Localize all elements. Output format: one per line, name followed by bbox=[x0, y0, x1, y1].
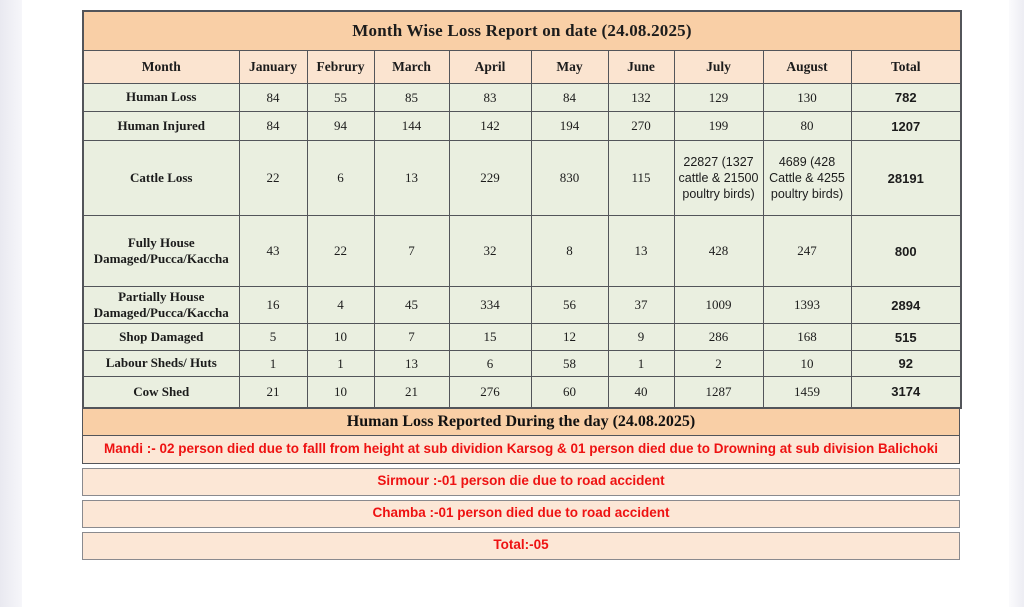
value-cell: 80 bbox=[763, 112, 851, 141]
daily-note: Chamba :-01 person died due to road accident bbox=[82, 500, 960, 528]
value-cell: 60 bbox=[531, 377, 608, 408]
column-header-februry: Februry bbox=[307, 51, 374, 84]
value-cell: 194 bbox=[531, 112, 608, 141]
value-cell: 22 bbox=[307, 216, 374, 287]
right-edge-strip bbox=[1009, 0, 1024, 607]
value-cell: 22827 (1327 cattle & 21500 poultry birds) bbox=[674, 141, 763, 216]
value-cell: 10 bbox=[763, 351, 851, 377]
value-cell: 1 bbox=[239, 351, 307, 377]
total-cell: 800 bbox=[851, 216, 961, 287]
value-cell: 16 bbox=[239, 287, 307, 324]
table-title-row bbox=[83, 11, 961, 51]
value-cell: 94 bbox=[307, 112, 374, 141]
value-cell: 12 bbox=[531, 324, 608, 351]
value-cell: 32 bbox=[449, 216, 531, 287]
value-cell: 1 bbox=[608, 351, 674, 377]
row-label: Human Injured bbox=[83, 112, 239, 141]
value-cell: 22 bbox=[239, 141, 307, 216]
value-cell: 115 bbox=[608, 141, 674, 216]
total-cell: 92 bbox=[851, 351, 961, 377]
column-header-month: Month bbox=[83, 51, 239, 84]
value-cell: 830 bbox=[531, 141, 608, 216]
table-row bbox=[83, 141, 961, 216]
table-row bbox=[83, 112, 961, 141]
daily-note: Mandi :- 02 person died due to falll from height at sub dividion Karsog & 01 person died due to Drowning at sub division Balichoki bbox=[82, 436, 960, 464]
loss-report bbox=[82, 10, 960, 560]
value-cell: 83 bbox=[449, 84, 531, 112]
total-cell: 2894 bbox=[851, 287, 961, 324]
daily-notes bbox=[82, 436, 960, 560]
total-cell: 782 bbox=[851, 84, 961, 112]
value-cell: 168 bbox=[763, 324, 851, 351]
table-row bbox=[83, 351, 961, 377]
value-cell: 21 bbox=[239, 377, 307, 408]
value-cell: 37 bbox=[608, 287, 674, 324]
row-label: Fully House Damaged/Pucca/Kaccha bbox=[83, 216, 239, 287]
total-cell: 515 bbox=[851, 324, 961, 351]
value-cell: 199 bbox=[674, 112, 763, 141]
value-cell: 13 bbox=[374, 141, 449, 216]
value-cell: 4 bbox=[307, 287, 374, 324]
column-header-august: August bbox=[763, 51, 851, 84]
value-cell: 6 bbox=[449, 351, 531, 377]
column-header-july: July bbox=[674, 51, 763, 84]
value-cell: 1287 bbox=[674, 377, 763, 408]
value-cell: 55 bbox=[307, 84, 374, 112]
column-header-total: Total bbox=[851, 51, 961, 84]
value-cell: 10 bbox=[307, 377, 374, 408]
value-cell: 40 bbox=[608, 377, 674, 408]
row-label: Partially House Damaged/Pucca/Kaccha bbox=[83, 287, 239, 324]
value-cell: 85 bbox=[374, 84, 449, 112]
total-cell: 3174 bbox=[851, 377, 961, 408]
table-row bbox=[83, 287, 961, 324]
daily-note: Total:-05 bbox=[82, 532, 960, 560]
value-cell: 247 bbox=[763, 216, 851, 287]
value-cell: 15 bbox=[449, 324, 531, 351]
value-cell: 56 bbox=[531, 287, 608, 324]
total-cell: 1207 bbox=[851, 112, 961, 141]
value-cell: 8 bbox=[531, 216, 608, 287]
value-cell: 428 bbox=[674, 216, 763, 287]
value-cell: 1 bbox=[307, 351, 374, 377]
value-cell: 276 bbox=[449, 377, 531, 408]
value-cell: 13 bbox=[608, 216, 674, 287]
value-cell: 1459 bbox=[763, 377, 851, 408]
table-row bbox=[83, 216, 961, 287]
value-cell: 229 bbox=[449, 141, 531, 216]
row-label: Cattle Loss bbox=[83, 141, 239, 216]
column-header-march: March bbox=[374, 51, 449, 84]
value-cell: 270 bbox=[608, 112, 674, 141]
value-cell: 1009 bbox=[674, 287, 763, 324]
table-header-row bbox=[83, 51, 961, 84]
value-cell: 4689 (428 Cattle & 4255 poultry birds) bbox=[763, 141, 851, 216]
row-label: Shop Damaged bbox=[83, 324, 239, 351]
value-cell: 6 bbox=[307, 141, 374, 216]
column-header-january: January bbox=[239, 51, 307, 84]
column-header-april: April bbox=[449, 51, 531, 84]
month-wise-loss-table bbox=[82, 10, 962, 409]
value-cell: 7 bbox=[374, 324, 449, 351]
row-label: Cow Shed bbox=[83, 377, 239, 408]
value-cell: 144 bbox=[374, 112, 449, 141]
row-label: Human Loss bbox=[83, 84, 239, 112]
value-cell: 13 bbox=[374, 351, 449, 377]
value-cell: 286 bbox=[674, 324, 763, 351]
value-cell: 132 bbox=[608, 84, 674, 112]
report-table-body bbox=[83, 84, 961, 408]
value-cell: 45 bbox=[374, 287, 449, 324]
value-cell: 58 bbox=[531, 351, 608, 377]
value-cell: 21 bbox=[374, 377, 449, 408]
value-cell: 43 bbox=[239, 216, 307, 287]
value-cell: 142 bbox=[449, 112, 531, 141]
value-cell: 334 bbox=[449, 287, 531, 324]
value-cell: 84 bbox=[531, 84, 608, 112]
table-title: Month Wise Loss Report on date (24.08.2025) bbox=[83, 11, 961, 51]
value-cell: 7 bbox=[374, 216, 449, 287]
value-cell: 9 bbox=[608, 324, 674, 351]
value-cell: 10 bbox=[307, 324, 374, 351]
table-row bbox=[83, 377, 961, 408]
value-cell: 2 bbox=[674, 351, 763, 377]
left-edge-strip bbox=[0, 0, 22, 607]
total-cell: 28191 bbox=[851, 141, 961, 216]
value-cell: 5 bbox=[239, 324, 307, 351]
table-row bbox=[83, 84, 961, 112]
value-cell: 84 bbox=[239, 112, 307, 141]
value-cell: 129 bbox=[674, 84, 763, 112]
column-header-june: June bbox=[608, 51, 674, 84]
daily-note: Sirmour :-01 person die due to road accident bbox=[82, 468, 960, 496]
row-label: Labour Sheds/ Huts bbox=[83, 351, 239, 377]
daily-report-header: Human Loss Reported During the day (24.08.2025) bbox=[82, 409, 960, 436]
table-row bbox=[83, 324, 961, 351]
value-cell: 1393 bbox=[763, 287, 851, 324]
value-cell: 130 bbox=[763, 84, 851, 112]
value-cell: 84 bbox=[239, 84, 307, 112]
column-header-may: May bbox=[531, 51, 608, 84]
